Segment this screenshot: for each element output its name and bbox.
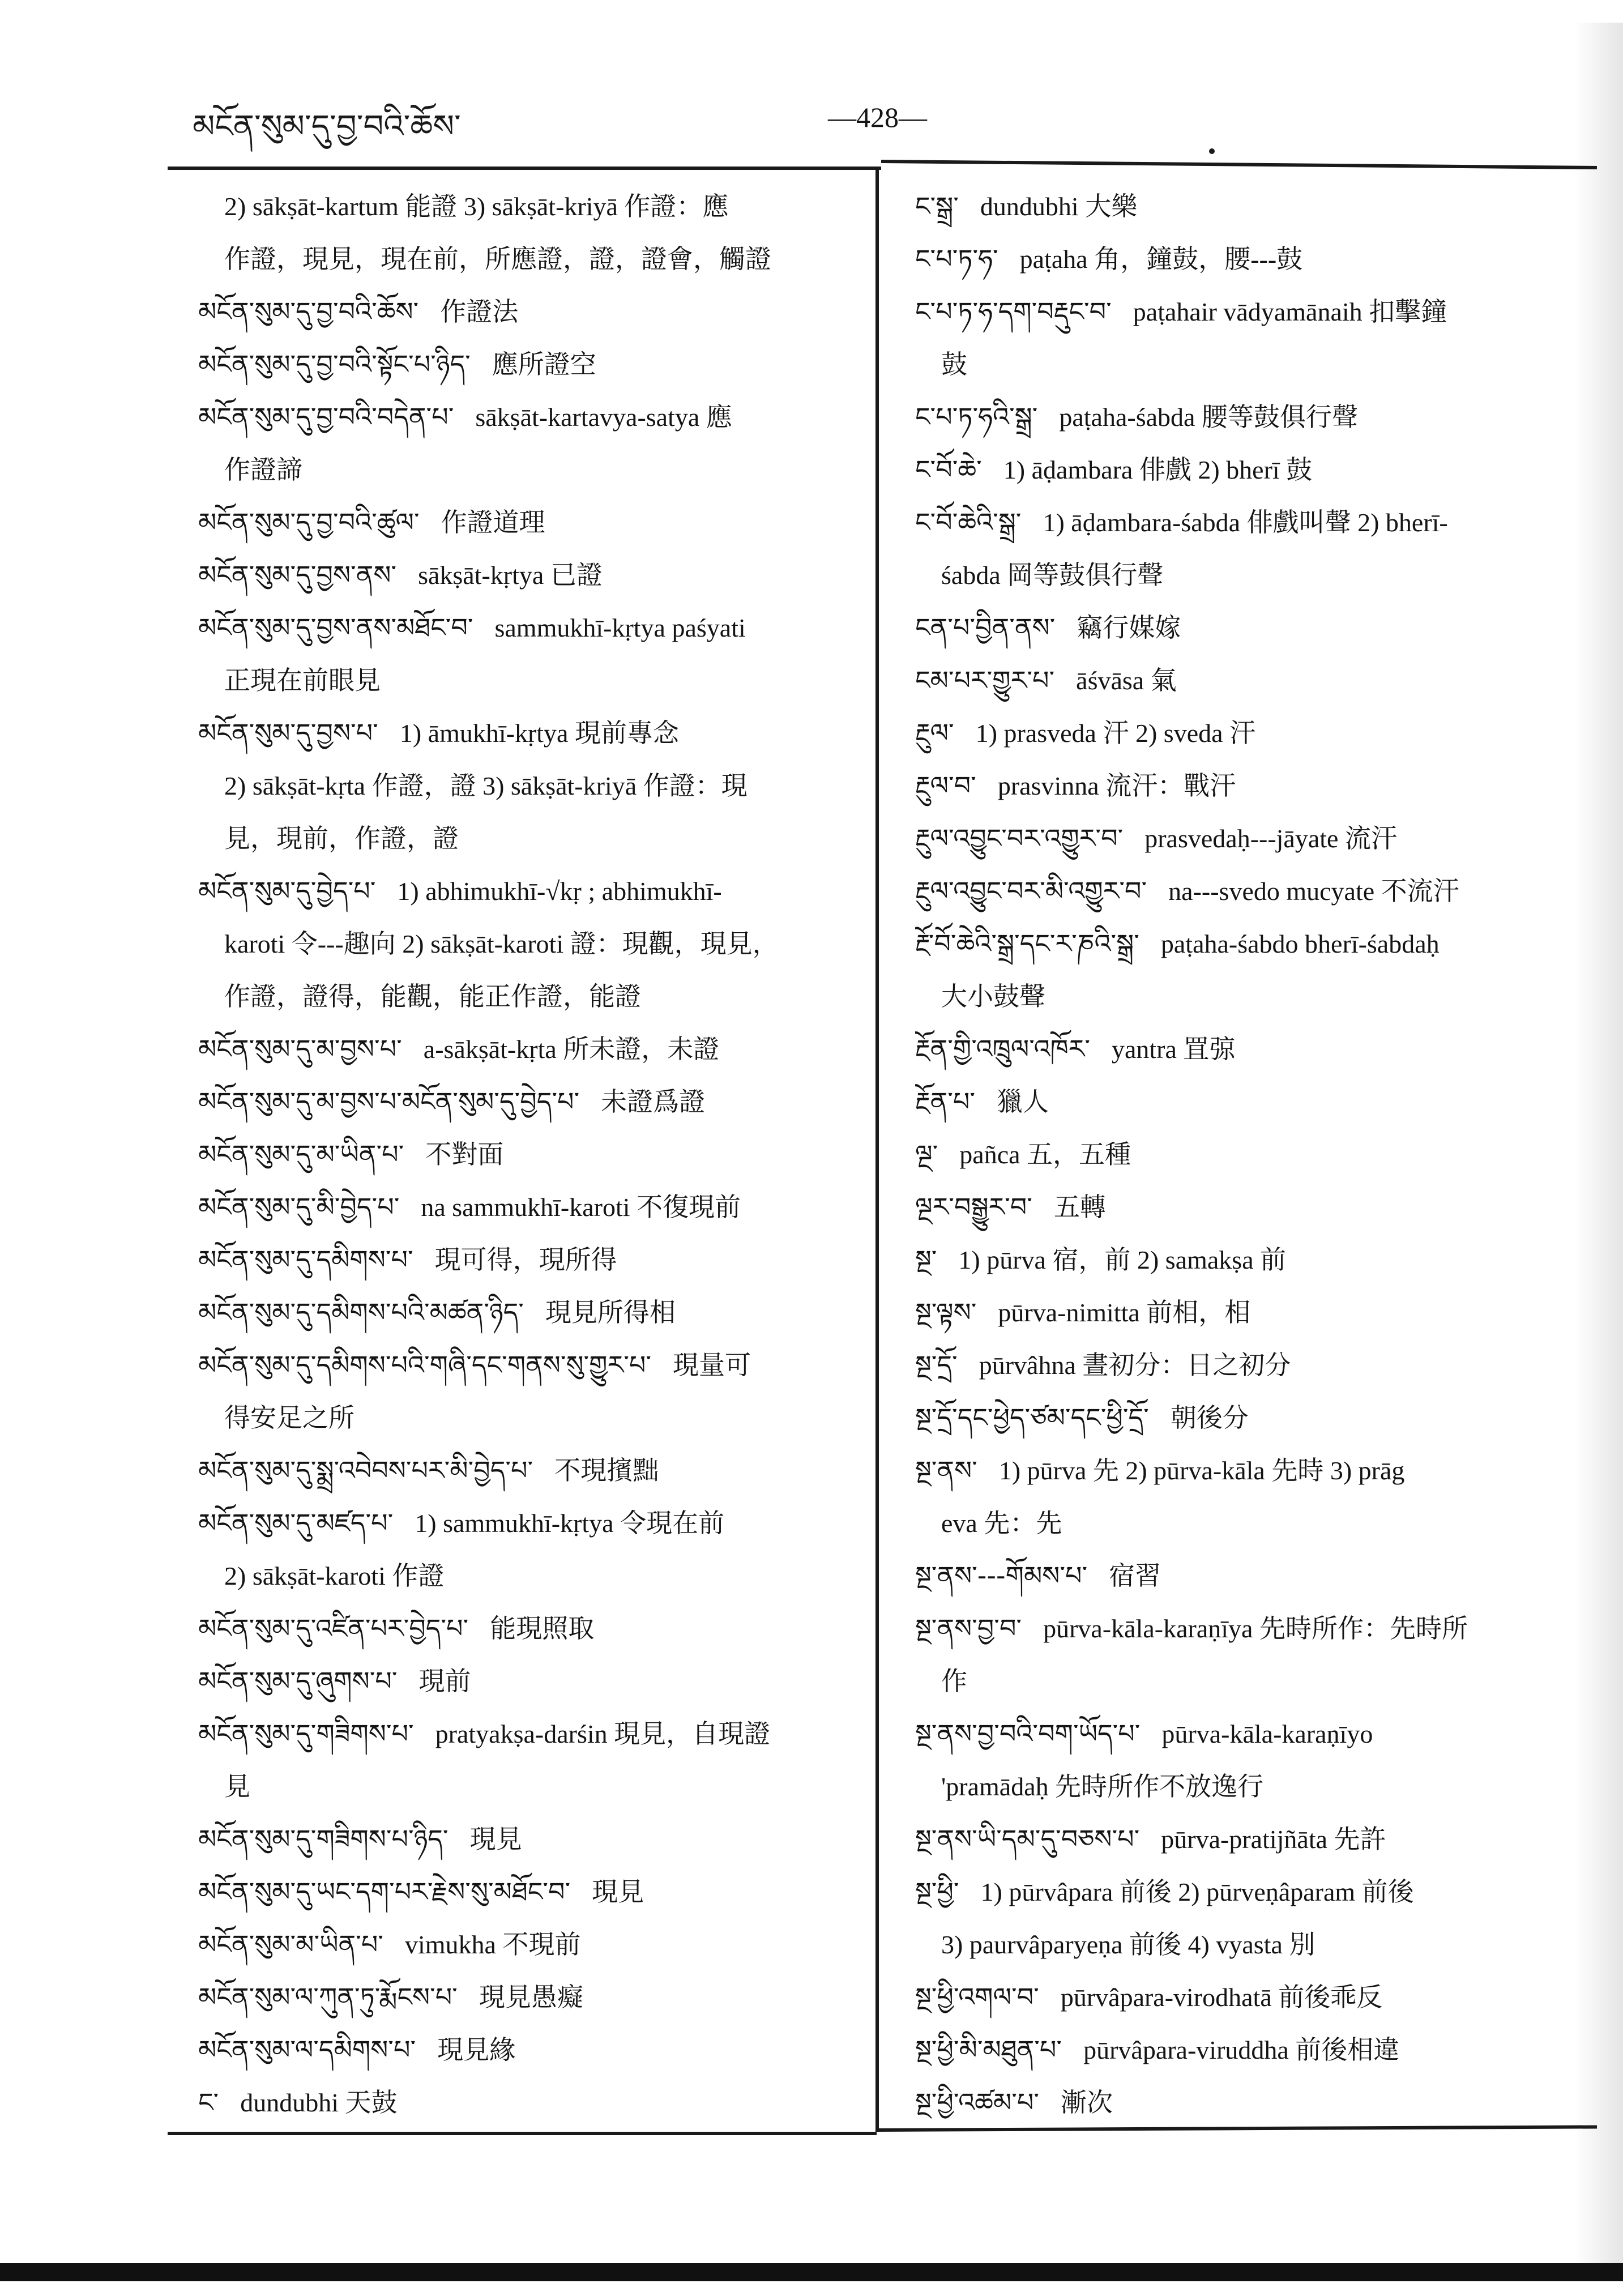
tibetan-headword: སྔ་དྲོ་དང་ཕྱེད་ཙམ་དང་ཕྱི་དྲོ་ [915, 1402, 1149, 1433]
tibetan-headword: མངོན་སུམ་དུ་བྱས་ནས་ [198, 560, 397, 590]
dictionary-line [198, 1971, 861, 2024]
entry-definition: vimukha 不現前 [404, 1930, 581, 1959]
entry-definition: pūrva-kāla-karaṇīyo [1161, 1719, 1373, 1748]
tibetan-headword: ལྔ་ [915, 1139, 938, 1170]
dictionary-line [915, 1286, 1595, 1339]
dictionary-line [198, 812, 861, 865]
dictionary-line [198, 2024, 861, 2076]
tibetan-headword: མངོན་སུམ་དུ་དམིགས་པ་ [198, 1244, 413, 1275]
entry-definition: 1) āmukhī-kṛtya 現前專念 [399, 719, 679, 748]
dictionary-line [915, 549, 1595, 601]
entry-definition: na---svedo mucyate 不流汗 [1168, 877, 1459, 906]
tibetan-headword: མངོན་སུམ་དུ་དམིགས་པའི་མཚན་ཉིད་ [198, 1297, 524, 1328]
dictionary-line [198, 1392, 861, 1444]
entry-definition: śabda 岡等鼓俱行聲 [941, 561, 1164, 590]
tibetan-headword: མངོན་སུམ་དུ་ཡང་དག་པར་རྗེས་སུ་མཐོང་བ་ [198, 1876, 571, 1907]
tibetan-headword: མངོན་སུམ་དུ་བྱ་བའི་བདེན་པ་ [198, 402, 454, 432]
dictionary-line [198, 1760, 861, 1813]
entry-definition: 1) pūrva 先 2) pūrva-kāla 先時 3) prāg [998, 1456, 1405, 1485]
entry-definition: 作證法 [440, 297, 519, 326]
tibetan-headword: སྔ་ནས་ཡི་དམ་དུ་བཅས་པ་ [915, 1824, 1140, 1854]
tibetan-headword: མངོན་སུམ་ལ་དམིགས་པ་ [198, 2034, 416, 2065]
entry-definition: 2) sākṣāt-kartum 能證 3) sākṣāt-kriyā 作證：應 [224, 192, 729, 221]
dictionary-line [198, 1181, 861, 1234]
tibetan-headword: ང་བོ་ཆེ་ [915, 454, 982, 485]
entry-definition: dundubhi 大樂 [980, 192, 1138, 221]
tibetan-headword: མངོན་སུམ་མ་ཡིན་པ་ [198, 1929, 383, 1960]
tibetan-headword: ངམ་པར་གྱུར་པ་ [915, 665, 1055, 695]
tibetan-headword: ངན་པ་བྱིན་ནས་ [915, 612, 1056, 643]
dictionary-line [198, 443, 861, 496]
dictionary-line [198, 1339, 861, 1392]
entry-definition: pūrvâhna 晝初分：日之初分 [979, 1351, 1291, 1380]
entry-definition: 獵人 [997, 1087, 1049, 1116]
entry-definition: 現見 [469, 1825, 522, 1854]
tibetan-headword: སྔ་ཕྱི་ [915, 1876, 959, 1907]
dictionary-line [198, 865, 861, 917]
entry-definition: sammukhī-kṛtya paśyati [494, 613, 746, 642]
tibetan-headword: མངོན་སུམ་དུ་མ་ཡིན་པ་ [198, 1139, 404, 1170]
header-dot [1209, 148, 1215, 154]
tibetan-headword: ལྔར་བསྒྱུར་བ་ [915, 1192, 1032, 1222]
entry-definition: prasvedaḥ---jāyate 流汗 [1144, 824, 1397, 853]
dictionary-line [915, 180, 1595, 233]
tibetan-headword: མངོན་སུམ་དུ་དམིགས་པའི་གཞི་དང་གནས་སུ་གྱུར་པ་ [198, 1350, 652, 1380]
dictionary-line [915, 865, 1595, 917]
entry-definition: dundubhi 天鼓 [240, 2088, 398, 2117]
entry-definition: 朝後分 [1170, 1403, 1249, 1432]
entry-definition: paṭaha-śabdo bherī-śabdaḥ [1160, 929, 1440, 958]
dictionary-line [198, 1286, 861, 1339]
entry-definition: eva 先：先 [941, 1509, 1062, 1538]
entry-definition: 現前 [418, 1667, 471, 1696]
tibetan-headword: ང་ [198, 2087, 219, 2118]
dictionary-line [198, 549, 861, 601]
dictionary-line [915, 970, 1595, 1023]
left-column [198, 180, 861, 2129]
tibetan-headword: རྔོ་བོ་ཆེའི་སྒྲ་དང་ར་ཎའི་སྒྲ་ [915, 928, 1139, 959]
entry-definition: 作證，證得，能觀，能正作證，能證 [224, 982, 641, 1011]
dictionary-line [915, 233, 1595, 285]
entry-definition: pañca 五，五種 [959, 1140, 1131, 1169]
dictionary-line [198, 496, 861, 549]
entry-definition: 現量可 [673, 1351, 751, 1380]
scan-bottom-band [0, 2263, 1623, 2281]
dictionary-line [915, 285, 1595, 338]
tibetan-headword: སྔ་ནས་བྱ་བ་ [915, 1613, 1022, 1644]
entry-definition: 作證諦 [224, 455, 302, 484]
entry-definition: 作證，現見，現在前，所應證，證，證會，觸證 [224, 245, 771, 274]
dictionary-line [198, 2076, 861, 2129]
dictionary-line [915, 1655, 1595, 1708]
dictionary-line [915, 1550, 1595, 1602]
dictionary-line [915, 1392, 1595, 1444]
entry-definition: 應所證空 [492, 350, 596, 379]
entry-definition: 2) sākṣāt-karoti 作證 [224, 1561, 445, 1590]
tibetan-headword: སྔ་ལྟས་ [915, 1297, 977, 1328]
entry-definition: pūrva-kāla-karaṇīya 先時所作：先時所 [1043, 1614, 1468, 1643]
entry-definition: yantra 罝弶 [1111, 1035, 1236, 1064]
top-rule-right [881, 160, 1597, 169]
entry-definition: 1) prasveda 汗 2) sveda 汗 [975, 719, 1256, 748]
entry-definition: āśvāsa 氣 [1076, 666, 1177, 695]
tibetan-headword: མངོན་སུམ་དུ་བྱ་བའི་ཆོས་ [198, 296, 419, 327]
running-header-title: མངོན་སུམ་དུ་བྱ་བའི་ཆོས་ [193, 108, 461, 145]
entry-definition: 漸次 [1061, 2088, 1113, 2117]
dictionary-line [915, 391, 1595, 443]
entry-definition: 鼓 [941, 350, 967, 379]
entry-definition: 作 [941, 1667, 967, 1696]
entry-definition: 不現擯黜 [554, 1456, 659, 1485]
tibetan-headword: ང་པ་ཏ་ཧ་ [915, 244, 998, 274]
dictionary-line [915, 1497, 1595, 1550]
dictionary-line [198, 1602, 861, 1655]
entry-definition: 五轉 [1053, 1193, 1106, 1222]
entry-definition: prasvinna 流汗：戰汗 [997, 771, 1236, 800]
entry-definition: 不對面 [425, 1140, 504, 1169]
dictionary-line [915, 2024, 1595, 2076]
dictionary-line [915, 759, 1595, 812]
dictionary-line [198, 285, 861, 338]
entry-definition: 得安足之所 [224, 1403, 355, 1432]
dictionary-line [198, 1497, 861, 1550]
entry-definition: 見 [224, 1772, 250, 1801]
tibetan-headword: མངོན་སུམ་དུ་མ་བྱས་པ་ [198, 1034, 402, 1064]
dictionary-line [915, 1918, 1595, 1971]
tibetan-headword: སྔ་ཕྱི་འགལ་བ་ [915, 1982, 1039, 2012]
tibetan-headword: སྔ་ཕྱི་འཚམ་པ་ [915, 2087, 1040, 2118]
dictionary-line [198, 917, 861, 970]
entry-definition: 未證爲證 [601, 1087, 706, 1116]
tibetan-headword: མངོན་སུམ་དུ་གཟིགས་པ་ཉིད་ [198, 1824, 449, 1854]
tibetan-headword: སྔ་དྲོ་ [915, 1350, 958, 1380]
dictionary-line [915, 1234, 1595, 1286]
right-column [915, 180, 1595, 2129]
dictionary-line [915, 1813, 1595, 1866]
entry-definition: 1) āḍambara-śabda 俳戲叫聲 2) bherī- [1043, 508, 1448, 537]
entry-definition: 1) pūrvâpara 前後 2) pūrveṇâparam 前後 [980, 1877, 1414, 1906]
entry-definition: 'pramādaḥ 先時所作不放逸行 [941, 1772, 1264, 1801]
tibetan-headword: རྔུལ་འབྱུང་བར་འགྱུར་བ་ [915, 823, 1124, 853]
tibetan-headword: སྔ་ཕྱི་མི་མཐུན་པ་ [915, 2034, 1062, 2065]
entry-definition: 現見愚癡 [479, 1983, 583, 2012]
dictionary-line [915, 1128, 1595, 1181]
dictionary-line [198, 601, 861, 654]
entry-definition: paṭaha-śabda 腰等鼓俱行聲 [1059, 403, 1358, 432]
dictionary-line [915, 707, 1595, 759]
entry-definition: 2) sākṣāt-kṛta 作證，證 3) sākṣāt-kriyā 作證：現 [224, 771, 748, 800]
entry-definition: sākṣāt-kartavya-satya 應 [475, 403, 732, 432]
tibetan-headword: ང་པ་ཏ་ཧའི་སྒྲ་ [915, 402, 1038, 432]
tibetan-headword: མངོན་སུམ་ལ་ཀུན་ཏུ་རྨོངས་པ་ [198, 1982, 458, 2012]
entry-definition: 現見 [592, 1877, 644, 1906]
dictionary-line [198, 1023, 861, 1076]
entry-definition: pūrva-pratijñāta 先許 [1161, 1825, 1386, 1854]
dictionary-line [198, 1234, 861, 1286]
tibetan-headword: རྔུལ་ [915, 718, 954, 748]
dictionary-line [915, 1866, 1595, 1918]
tibetan-headword: སྔ་ནས་---གོམས་པ་ [915, 1560, 1088, 1591]
entry-definition: 1) pūrva 宿，前 2) samakṣa 前 [958, 1245, 1287, 1274]
tibetan-headword: ང་བོ་ཆེའི་སྒྲ་ [915, 507, 1022, 537]
dictionary-line [915, 1023, 1595, 1076]
tibetan-headword: མངོན་སུམ་དུ་འཛིན་པར་བྱེད་པ་ [198, 1613, 469, 1644]
tibetan-headword: མངོན་སུམ་དུ་མ་བྱས་པ་མངོན་སུམ་དུ་བྱེད་པ་ [198, 1086, 580, 1117]
column-divider [875, 167, 879, 2132]
dictionary-line [198, 707, 861, 759]
entry-definition: 1) sammukhī-kṛtya 令現在前 [415, 1509, 725, 1538]
tibetan-headword: མངོན་སུམ་དུ་བྱ་བའི་སྟོང་པ་ཉིད་ [198, 349, 471, 379]
dictionary-line [198, 1128, 861, 1181]
dictionary-line [915, 1971, 1595, 2024]
dictionary-line [915, 496, 1595, 549]
entry-definition: paṭaha 角，鐘鼓，腰---鼓 [1019, 245, 1303, 274]
tibetan-headword: མངོན་སུམ་དུ་སྨྲ་འབེབས་པར་མི་བྱེད་པ་ [198, 1455, 533, 1486]
dictionary-line [198, 180, 861, 233]
entry-definition: 見，現前，作證，證 [224, 824, 459, 853]
entry-definition: 1) āḍambara 俳戲 2) bherī 鼓 [1003, 455, 1313, 484]
dictionary-line [915, 443, 1595, 496]
dictionary-line [198, 759, 861, 812]
page-number: —428— [828, 101, 927, 133]
dictionary-line [198, 970, 861, 1023]
dictionary-line [198, 233, 861, 285]
tibetan-headword: རྔུལ་བ་ [915, 770, 976, 801]
dictionary-line [915, 1444, 1595, 1497]
entry-definition: pratyakṣa-darśin 現見，自現證 [435, 1719, 771, 1748]
entry-definition: 大小鼓聲 [941, 982, 1045, 1011]
tibetan-headword: ང་སྒྲ་ [915, 191, 959, 221]
entry-definition: 現見所得相 [545, 1298, 676, 1327]
dictionary-line [915, 1076, 1595, 1128]
entry-definition: a-sākṣāt-kṛta 所未證，未證 [423, 1035, 720, 1064]
entry-definition: na sammukhī-karoti 不復現前 [421, 1193, 741, 1222]
entry-definition: karoti 令---趣向 2) sākṣāt-karoti 證：現觀，現見， [224, 929, 779, 958]
tibetan-headword: མངོན་སུམ་དུ་མཛད་པ་ [198, 1508, 394, 1538]
dictionary-line [915, 917, 1595, 970]
tibetan-headword: རྔུལ་འབྱུང་བར་མི་འགྱུར་བ་ [915, 876, 1147, 906]
dictionary-line [915, 338, 1595, 391]
tibetan-headword: རྔོན་པ་ [915, 1086, 976, 1117]
tibetan-headword: སྔ་ [915, 1244, 937, 1275]
dictionary-line [915, 601, 1595, 654]
entry-definition: 正現在前眼見 [224, 666, 381, 695]
dictionary-line [198, 1076, 861, 1128]
entry-definition: pūrva-nimitta 前相，相 [998, 1298, 1251, 1327]
dictionary-line [915, 2076, 1595, 2129]
tibetan-headword: རྔོན་གྱི་འཁྲུལ་འཁོར་ [915, 1034, 1090, 1064]
tibetan-headword: མངོན་སུམ་དུ་མི་བྱེད་པ་ [198, 1192, 400, 1222]
dictionary-line [198, 1813, 861, 1866]
dictionary-line [198, 1655, 861, 1708]
tibetan-headword: སྔ་ནས་ [915, 1455, 977, 1486]
dictionary-line [915, 1339, 1595, 1392]
tibetan-headword: མངོན་སུམ་དུ་བྱས་ནས་མཐོང་བ་ [198, 612, 473, 643]
bottom-rule-left [168, 2132, 877, 2135]
entry-definition: 作證道理 [441, 508, 545, 537]
entry-definition: 宿習 [1109, 1561, 1161, 1590]
dictionary-line [915, 1602, 1595, 1655]
dictionary-line [198, 1918, 861, 1971]
tibetan-headword: མངོན་སུམ་དུ་བྱ་བའི་ཚུལ་ [198, 507, 420, 537]
dictionary-line [198, 338, 861, 391]
entry-definition: 現可得，現所得 [434, 1245, 617, 1274]
tibetan-headword: མངོན་སུམ་དུ་གཟིགས་པ་ [198, 1718, 414, 1749]
entry-definition: paṭahair vādyamānaih 扣擊鐘 [1133, 297, 1447, 326]
dictionary-line [198, 1866, 861, 1918]
entry-definition: sākṣāt-kṛtya 已證 [418, 561, 603, 590]
dictionary-line [198, 1708, 861, 1760]
dictionary-line [915, 1708, 1595, 1760]
top-rule-left [168, 167, 881, 170]
dictionary-line [915, 654, 1595, 707]
dictionary-line [198, 1444, 861, 1497]
dictionary-line [198, 654, 861, 707]
tibetan-headword: མངོན་སུམ་དུ་ཞུགས་པ་ [198, 1666, 398, 1696]
tibetan-headword: སྔ་ནས་བྱ་བའི་བག་ཡོད་པ་ [915, 1718, 1141, 1749]
entry-definition: 竊行媒嫁 [1077, 613, 1181, 642]
entry-definition: pūrvâpara-viruddha 前後相違 [1083, 2035, 1400, 2064]
entry-definition: 1) abhimukhī-√kṛ ; abhimukhī- [397, 877, 722, 906]
dictionary-line [198, 1550, 861, 1602]
entry-definition: 3) paurvâparyeṇa 前後 4) vyasta 別 [941, 1930, 1316, 1959]
dictionary-line [915, 812, 1595, 865]
tibetan-headword: ང་པ་ཏ་ཧ་དག་བརྡུང་བ་ [915, 296, 1112, 327]
dictionary-line [915, 1760, 1595, 1813]
entry-definition: 能現照取 [490, 1614, 595, 1643]
dictionary-line [915, 1181, 1595, 1234]
entry-definition: 現見緣 [437, 2035, 516, 2064]
dictionary-line [198, 391, 861, 443]
tibetan-headword: མངོན་སུམ་དུ་བྱེད་པ་ [198, 876, 376, 906]
entry-definition: pūrvâpara-virodhatā 前後乖反 [1060, 1983, 1383, 2012]
tibetan-headword: མངོན་སུམ་དུ་བྱས་པ་ [198, 718, 378, 748]
